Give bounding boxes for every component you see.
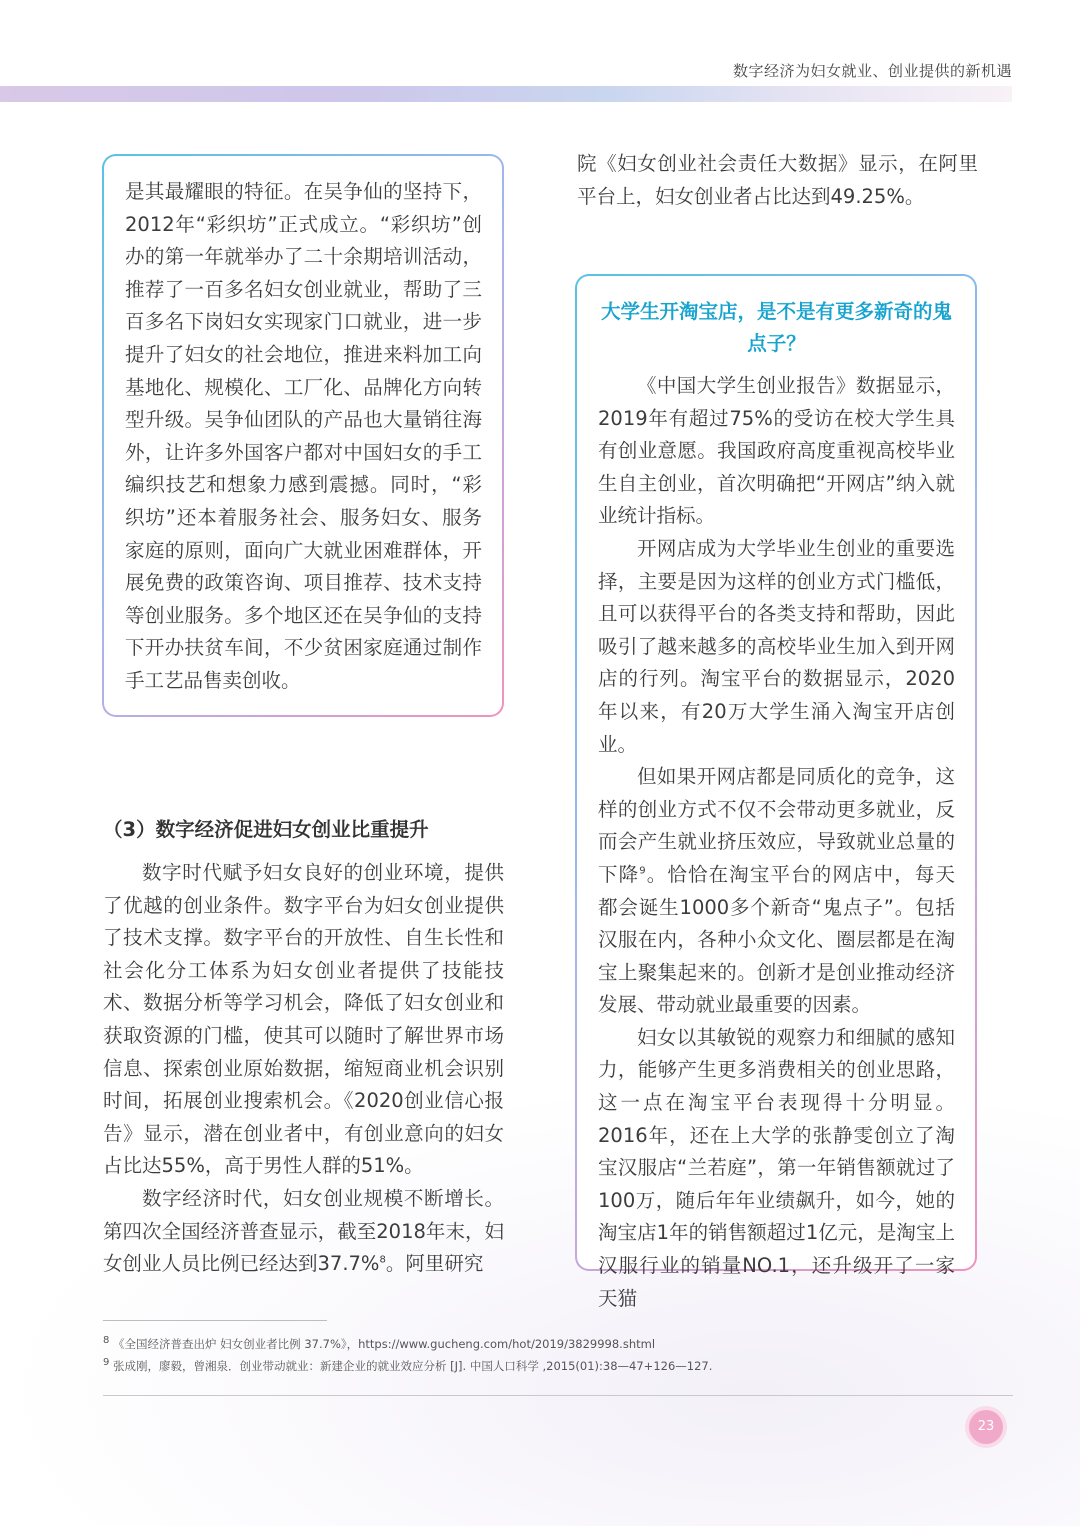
paragraph: 《中国大学生创业报告》数据显示，2019年有超过75%的受访在校大学生具有创业意愿。我国政府高度重视高校毕业生自主创业，首次明确把“开网店”纳入就业统计指标。: [598, 374, 955, 528]
footnote-9: [103, 1358, 712, 1374]
paragraph-text: 数字经济时代，妇女创业规模不断增长。第四次全国经济普查显示，截至2018年末，妇女创业人员比例已经达到37.7%: [103, 1186, 504, 1276]
bottom-divider: [103, 1395, 1013, 1396]
running-header: 数字经济为妇女就业、创业提供的新机遇: [732, 62, 1012, 80]
footnote-text: 《全国经济普查出炉 妇女创业者比例 37.7%》，https://www.gucheng.com/hot/2019/3829998.shtml: [113, 1337, 656, 1351]
paragraph: 数字时代赋予妇女良好的创业环境，提供了优越的创业条件。数字平台为妇女创业提供了技术支撑。数字平台的开放性、自生长性和社会化分工体系为妇女创业者提供了技能技术、数据分析等学习机会，降低了妇女创业和获取资源的门槛，使其可以随时了解世界市场信息、探索创业原始数据，缩短商业机会识别时间，拓展创业搜索机会。《2020创业信心报告》显示，潜在创业者中，有创业意向的妇女占比达55%，高于男性人群的51%。: [103, 861, 504, 1178]
paragraph: 妇女以其敏锐的观察力和细腻的感知力，能够产生更多消费相关的创业思路，这一点在淘宝平台表现得十分明显。2016年，还在上大学的张静雯创立了淘宝汉服店“兰若庭”，第一年销售额就过了100万，随后年年业绩飙升，如今，她的淘宝店1年的销售额超过1亿元，是淘宝上汉服行业的销量NO.1，还升级开了一家天猫: [598, 1025, 955, 1310]
footnote-divider: [103, 1320, 327, 1321]
right-column-continuation: [577, 148, 978, 213]
footnote-text: 张成刚，廖毅，曾湘泉．创业带动就业：新建企业的就业效应分析 [J]. 中国人口科学 ,2015(01):38—47+126—127.: [113, 1359, 713, 1373]
footnote-ref: 8: [379, 1254, 386, 1266]
footnote-ref: 9: [639, 865, 646, 877]
paragraph: 开网店成为大学毕业生创业的重要选择，主要是因为这样的创业方式门槛低，且可以获得平台的各类支持和帮助，因此吸引了越来越多的高校毕业生加入到开网店的行列。淘宝平台的数据显示，2020年以来，有20万大学生涌入淘宝开店创业。: [598, 536, 955, 756]
sidebar-box: [575, 274, 977, 1310]
footnote-8: [103, 1336, 655, 1352]
left-column-body: [103, 857, 504, 1281]
paragraph-text: 。阿里研究: [385, 1252, 484, 1276]
case-study-text: 是其最耀眼的特征。在吴争仙的坚持下，2012年“彩织坊”正式成立。“彩织坊”创办的第一年就举办了二十余期培训活动，推荐了一百多名妇女创业就业，帮助了三百多名下岗妇女实现家门口就业，进一步提升了妇女的社会地位，推进来料加工向基地化、规模化、工厂化、品牌化方向转型升级。吴争仙团队的产品也大量销往海外，让许多外国客户都对中国妇女的手工编织技艺和想象力感到震撼。同时，“彩织坊”还本着服务社会、服务妇女、服务家庭的原则，面向广大就业困难群体，开展免费的政策咨询、项目推荐、技术支持等创业服务。多个地区还在吴争仙的支持下开办扶贫车间，不少贫困家庭通过制作手工艺品售卖创收。: [125, 180, 482, 692]
header-gradient-bar: [0, 86, 1012, 102]
paragraph: [103, 1183, 504, 1281]
page-number: 23: [969, 1410, 1003, 1444]
sidebar-title: 大学生开淘宝店，是不是有更多新奇的鬼点子？: [600, 300, 952, 355]
section-heading: （3）数字经济促进妇女创业比重提升: [103, 818, 429, 841]
footnote-mark: 8: [103, 1335, 110, 1347]
case-study-box: [102, 154, 504, 717]
paragraph-text: 。恰恰在淘宝平台的网店中，每天都会诞生1000多个新奇“鬼点子”。包括汉服在内，各种小众文化、圈层都是在淘宝上聚集起来的。创新才是创业推动经济发展、带动就业最重要的因素。: [598, 862, 955, 1017]
footnote-mark: 9: [103, 1357, 110, 1369]
paragraph-text: 但如果开网店都是同质化的竞争，这样的创业方式不仅不会带动更多就业，反而会产生就业挤压效应，导致就业总量的下降: [598, 765, 955, 886]
paragraph: 院《妇女创业社会责任大数据》显示，在阿里平台上，妇女创业者占比达到49.25%。: [577, 152, 978, 208]
paragraph: [598, 761, 955, 1022]
